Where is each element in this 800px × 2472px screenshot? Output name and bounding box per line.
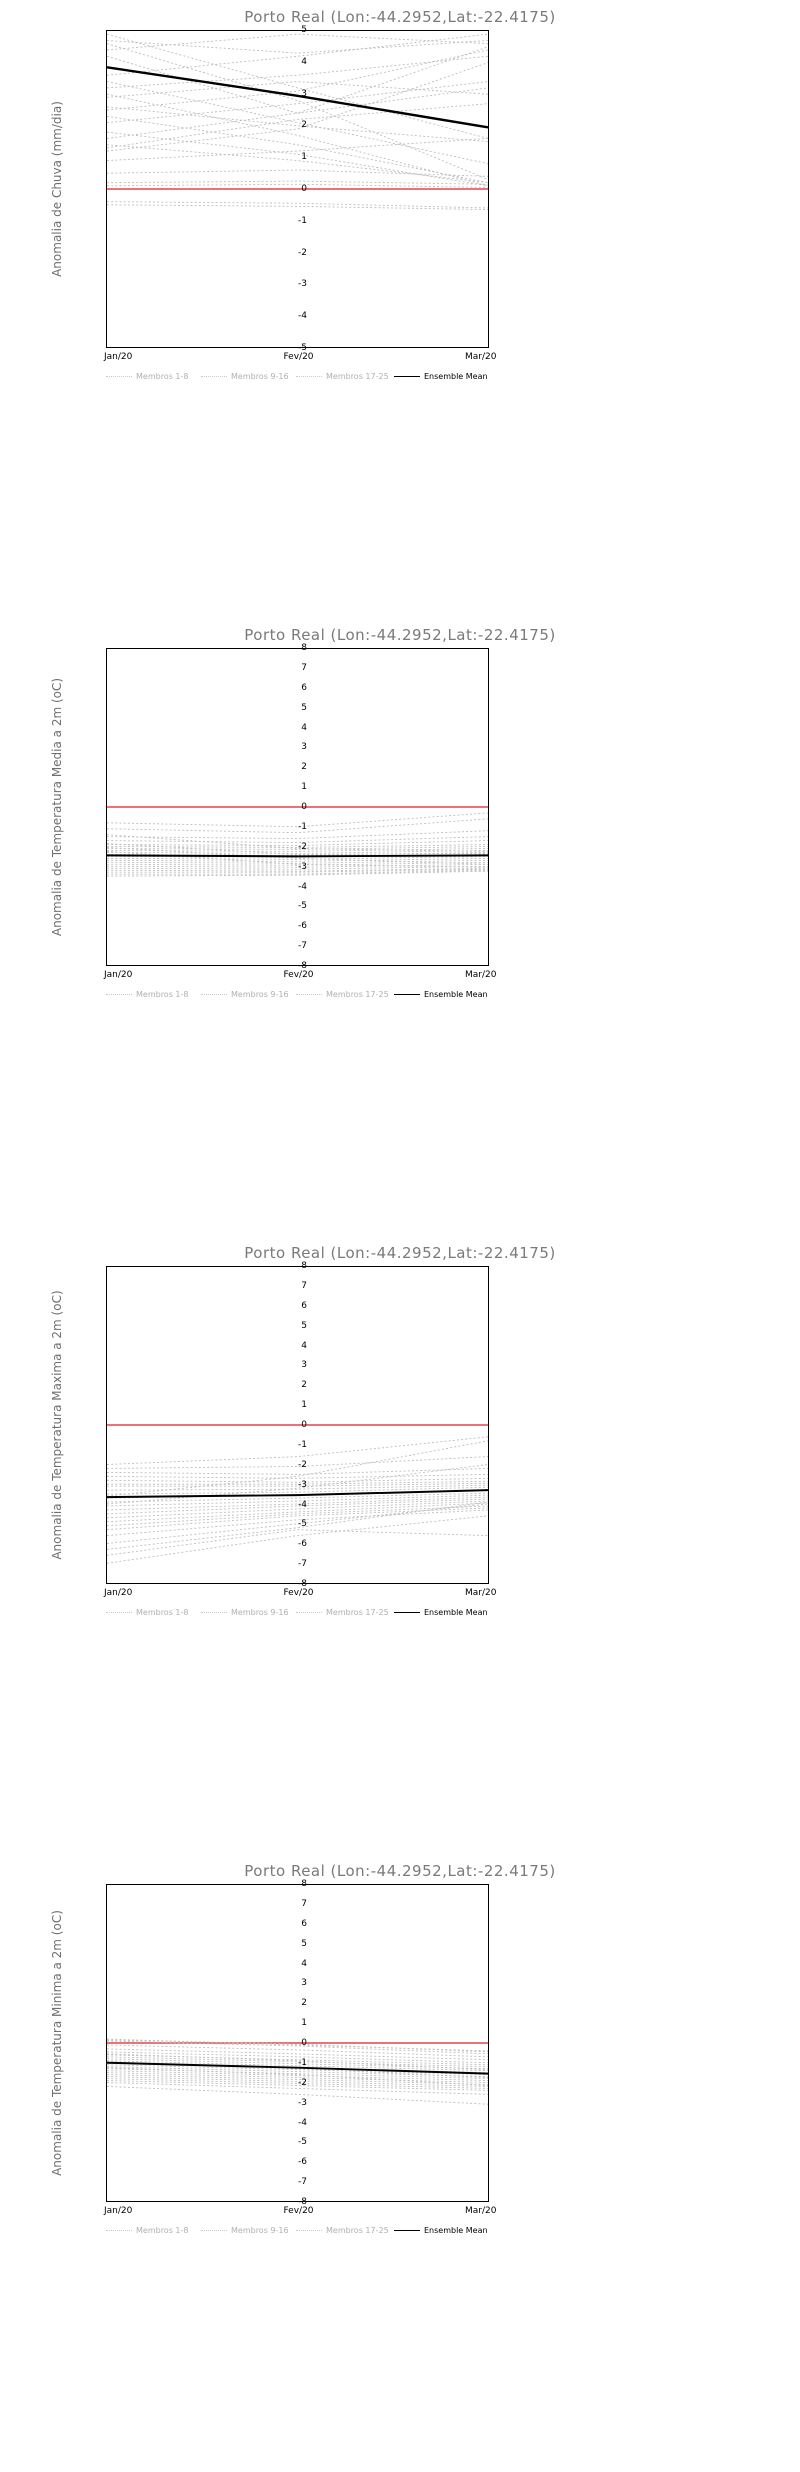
y-axis-tick: 5: [301, 25, 307, 35]
legend-item: [394, 372, 488, 386]
legend-label: Membros 17-25: [326, 372, 389, 381]
y-axis-tick: 2: [301, 762, 307, 773]
legend-item: [106, 372, 188, 386]
page-title: Porto Real (Lon:-44.2952,Lat:-22.4175): [244, 8, 556, 26]
y-axis-tick: 2: [301, 120, 307, 131]
y-axis-label: Anomalia de Temperatura Minima a 2m (oC): [50, 1910, 64, 2176]
page-title: Porto Real (Lon:-44.2952,Lat:-22.4175): [244, 626, 556, 644]
y-axis-tick: -6: [298, 921, 307, 932]
y-axis-tick: -4: [298, 881, 307, 892]
legend-item: [296, 2226, 389, 2240]
legend-label: Ensemble Mean: [424, 372, 488, 381]
page-title: Porto Real (Lon:-44.2952,Lat:-22.4175): [244, 1862, 556, 1880]
y-axis-label: Anomalia de Temperatura Media a 2m (oC): [50, 677, 64, 937]
legend-label: Membros 17-25: [326, 1608, 389, 1617]
x-axis-tick: Mar/20: [465, 2206, 497, 2216]
x-axis-tick: Mar/20: [465, 352, 497, 362]
x-axis-tick: Fev/20: [283, 1588, 314, 1598]
y-axis-tick: -2: [298, 1459, 307, 1470]
y-axis-tick: -3: [298, 2097, 307, 2108]
y-axis-tick: 5: [301, 1938, 307, 1949]
legend-swatch-icon: [394, 376, 420, 377]
y-axis-tick: 0: [301, 802, 307, 812]
y-axis-tick: 6: [301, 1300, 307, 1311]
y-axis-tick: -8: [298, 961, 307, 971]
legend-item: [296, 372, 389, 386]
y-axis-tick: -3: [298, 1479, 307, 1490]
legend-item: [201, 1608, 289, 1622]
legend-item: [201, 990, 289, 1004]
y-axis-tick: 7: [301, 1898, 307, 1909]
x-axis-tick: Mar/20: [465, 970, 497, 980]
y-axis-tick: -6: [298, 2157, 307, 2168]
y-axis-tick: -2: [298, 2077, 307, 2088]
y-axis-tick: -1: [298, 215, 307, 226]
legend-swatch-icon: [106, 2230, 132, 2231]
legend-swatch-icon: [296, 376, 322, 377]
y-axis-tick: -4: [298, 1499, 307, 1510]
legend-label: Membros 1-8: [136, 2226, 189, 2235]
x-axis-tick: Mar/20: [465, 1588, 497, 1598]
y-axis-tick: -3: [298, 861, 307, 872]
y-axis-tick: 1: [301, 782, 307, 793]
y-axis-tick: -7: [298, 1559, 307, 1570]
legend-item: [296, 1608, 389, 1622]
x-axis-tick: Jan/20: [104, 970, 133, 980]
member-line: [107, 181, 488, 184]
legend-label: Membros 9-16: [231, 2226, 289, 2235]
legend-swatch-icon: [106, 376, 132, 377]
y-axis-tick: 3: [301, 88, 307, 99]
chart-panel-temp-media: [0, 618, 800, 1236]
legend-label: Membros 1-8: [136, 990, 189, 999]
y-axis-label-wrap: [50, 1266, 76, 1584]
legend-swatch-icon: [201, 994, 227, 995]
y-axis-tick: 1: [301, 152, 307, 163]
y-axis-tick: 2: [301, 1380, 307, 1391]
legend-item: [201, 2226, 289, 2240]
x-axis-tick: Fev/20: [283, 352, 314, 362]
legend-label: Membros 1-8: [136, 372, 189, 381]
x-axis-tick: Fev/20: [283, 2206, 314, 2216]
y-axis-tick: 7: [301, 662, 307, 673]
x-axis-tick: Jan/20: [104, 2206, 133, 2216]
x-axis-tick: Jan/20: [104, 352, 133, 362]
y-axis-tick: -1: [298, 2057, 307, 2068]
y-axis-tick: -4: [298, 2117, 307, 2128]
member-line: [107, 170, 488, 176]
legend-label: Ensemble Mean: [424, 990, 488, 999]
legend-item: [106, 990, 188, 1004]
y-axis-tick: -2: [298, 247, 307, 258]
legend-item: [201, 372, 289, 386]
legend-swatch-icon: [394, 1612, 420, 1613]
chart-legend: [106, 990, 489, 1004]
ensemble-mean-line: [107, 855, 488, 856]
legend-label: Membros 17-25: [326, 2226, 389, 2235]
y-axis-tick: 6: [301, 682, 307, 693]
member-line: [107, 47, 488, 113]
member-line: [107, 202, 488, 208]
legend-item: [106, 2226, 188, 2240]
y-axis-tick: -2: [298, 841, 307, 852]
y-axis-tick: 6: [301, 1918, 307, 1929]
chart-panel-chuva: [0, 0, 800, 618]
chart-legend: [106, 372, 489, 386]
y-axis-tick: -5: [298, 1519, 307, 1530]
chart-panel-temp-minima: [0, 1854, 800, 2472]
y-axis-tick: 7: [301, 1280, 307, 1291]
y-axis-tick: -1: [298, 1439, 307, 1450]
member-line: [107, 205, 488, 210]
y-axis-tick: 5: [301, 1320, 307, 1331]
chart-legend: [106, 2226, 489, 2240]
legend-item: [394, 990, 488, 1004]
y-axis-tick: -8: [298, 1579, 307, 1589]
legend-item: [296, 990, 389, 1004]
member-line: [107, 40, 488, 53]
legend-label: Membros 9-16: [231, 1608, 289, 1617]
y-axis-label-wrap: [50, 30, 76, 348]
y-axis-tick: -7: [298, 941, 307, 952]
legend-swatch-icon: [106, 1612, 132, 1613]
legend-swatch-icon: [201, 2230, 227, 2231]
y-axis-tick: -7: [298, 2177, 307, 2188]
y-axis-tick: 8: [301, 1879, 307, 1889]
chart-legend: [106, 1608, 489, 1622]
y-axis-tick: 5: [301, 702, 307, 713]
y-axis-tick: 4: [301, 1340, 307, 1351]
y-axis-tick: 1: [301, 2018, 307, 2029]
y-axis-tick: -4: [298, 311, 307, 322]
y-axis-tick: -6: [298, 1539, 307, 1550]
y-axis-tick: -8: [298, 2197, 307, 2207]
x-axis-tick: Fev/20: [283, 970, 314, 980]
legend-label: Membros 9-16: [231, 372, 289, 381]
legend-swatch-icon: [296, 1612, 322, 1613]
y-axis-tick: -5: [298, 343, 307, 353]
legend-item: [394, 1608, 488, 1622]
y-axis-tick: 3: [301, 742, 307, 753]
legend-label: Membros 9-16: [231, 990, 289, 999]
legend-item: [394, 2226, 488, 2240]
legend-swatch-icon: [201, 376, 227, 377]
y-axis-tick: 4: [301, 56, 307, 67]
y-axis-tick: 4: [301, 1958, 307, 1969]
x-axis-tick: Jan/20: [104, 1588, 133, 1598]
y-axis-tick: 8: [301, 1261, 307, 1271]
y-axis-tick: -5: [298, 901, 307, 912]
y-axis-tick: 8: [301, 643, 307, 653]
legend-swatch-icon: [296, 2230, 322, 2231]
legend-swatch-icon: [394, 2230, 420, 2231]
y-axis-tick: -1: [298, 821, 307, 832]
y-axis-tick: 3: [301, 1360, 307, 1371]
y-axis-tick: -3: [298, 279, 307, 290]
page-title: Porto Real (Lon:-44.2952,Lat:-22.4175): [244, 1244, 556, 1262]
member-line: [107, 1474, 488, 1478]
legend-label: Ensemble Mean: [424, 2226, 488, 2235]
legend-label: Ensemble Mean: [424, 1608, 488, 1617]
legend-swatch-icon: [296, 994, 322, 995]
y-axis-label: Anomalia de Temperatura Maxima a 2m (oC): [50, 1290, 64, 1560]
y-axis-tick: 0: [301, 184, 307, 194]
y-axis-tick: 1: [301, 1400, 307, 1411]
y-axis-tick: 2: [301, 1998, 307, 2009]
y-axis-label-wrap: [50, 648, 76, 966]
y-axis-label-wrap: [50, 1884, 76, 2202]
member-line: [107, 88, 488, 186]
legend-swatch-icon: [106, 994, 132, 995]
legend-label: Membros 17-25: [326, 990, 389, 999]
chart-panel-temp-maxima: [0, 1236, 800, 1854]
y-axis-tick: 0: [301, 1420, 307, 1430]
y-axis-label: Anomalia de Chuva (mm/dia): [50, 101, 64, 277]
y-axis-tick: 0: [301, 2038, 307, 2048]
legend-swatch-icon: [394, 994, 420, 995]
legend-item: [106, 1608, 188, 1622]
y-axis-tick: 3: [301, 1978, 307, 1989]
legend-swatch-icon: [201, 1612, 227, 1613]
y-axis-tick: -5: [298, 2137, 307, 2148]
y-axis-tick: 4: [301, 722, 307, 733]
legend-label: Membros 1-8: [136, 1608, 189, 1617]
